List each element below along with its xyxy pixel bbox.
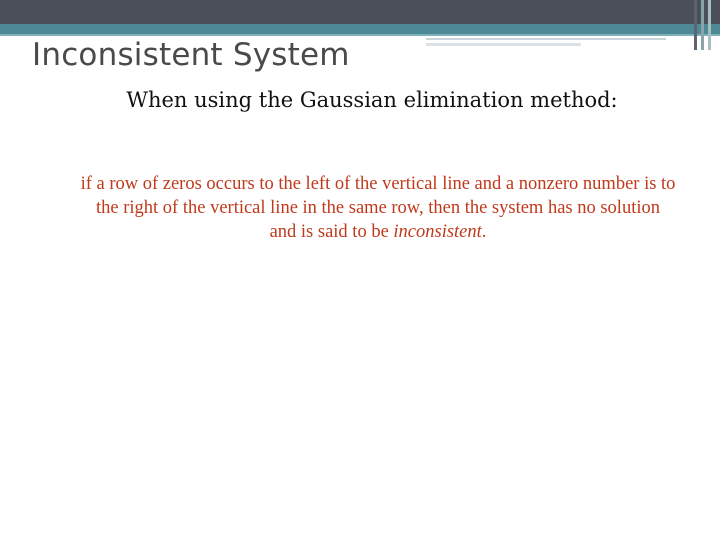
slide-subtitle: When using the Gaussian elimination method: (126, 88, 618, 112)
slide-title: Inconsistent System (32, 37, 350, 73)
header-bar (0, 0, 720, 24)
decorative-corner-stripes (694, 0, 720, 50)
decorative-line (426, 38, 666, 40)
body-line-2: the right of the vertical line in the same row, then the system has no solution (96, 198, 660, 218)
body-line-1: if a row of zeros occurs to the left of the vertical line and a nonzero number is to (80, 174, 676, 194)
body-line-3-prefix: and is said to be (269, 222, 394, 242)
body-line-3 (18, 220, 720, 244)
decorative-line (426, 43, 581, 46)
body-line-3-suffix: . (481, 222, 487, 242)
header-accent-line (0, 34, 720, 36)
emphasis-inconsistent: inconsistent (393, 222, 482, 242)
header-accent-band (0, 24, 720, 34)
slide-body (18, 172, 720, 244)
